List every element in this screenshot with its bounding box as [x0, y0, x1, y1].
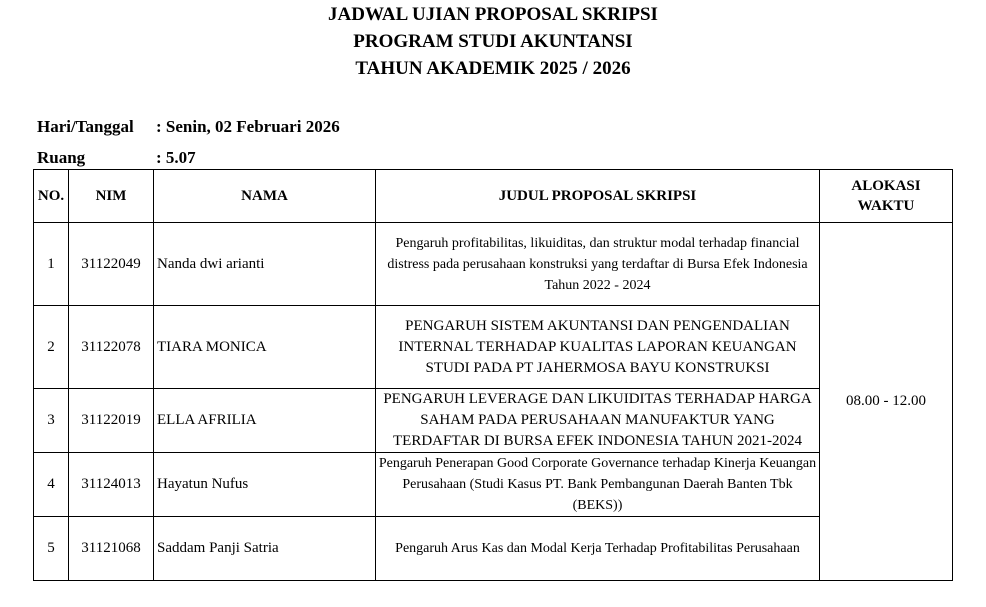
row-no: 3 [34, 389, 69, 453]
row-nim: 31122049 [69, 223, 154, 306]
header-no: NO. [34, 170, 69, 223]
room-info [37, 148, 196, 168]
date-value: : Senin, 02 Februari 2026 [156, 117, 340, 136]
table-header-row [34, 170, 953, 223]
row-judul: PENGARUH SISTEM AKUNTANSI DAN PENGENDALIAN INTERNAL TERHADAP KUALITAS LAPORAN KEUANGAN STUDI PADA PT JAHERMOSA BAYU KONSTRUKSI [376, 306, 820, 389]
row-no: 5 [34, 517, 69, 581]
date-info [37, 117, 340, 137]
row-nama: Nanda dwi arianti [154, 223, 376, 306]
row-nama: Saddam Panji Satria [154, 517, 376, 581]
row-nama: ELLA AFRILIA [154, 389, 376, 453]
row-no: 1 [34, 223, 69, 306]
document-title: JADWAL UJIAN PROPOSAL SKRIPSI [328, 4, 658, 25]
alokasi-waktu-cell: 08.00 - 12.00 [820, 223, 953, 581]
row-nama: TIARA MONICA [154, 306, 376, 389]
row-judul: Pengaruh Penerapan Good Corporate Governance terhadap Kinerja Keuangan Perusahaan (Studi Kasus PT. Bank Pembangunan Daerah Banten Tbk (BEKS)) [376, 453, 820, 517]
row-nim: 31121068 [69, 517, 154, 581]
row-nim: 31122078 [69, 306, 154, 389]
table-row [34, 306, 953, 389]
academic-year-title: TAHUN AKADEMIK 2025 / 2026 [355, 58, 631, 79]
row-judul: Pengaruh Arus Kas dan Modal Kerja Terhadap Profitabilitas Perusahaan [376, 517, 820, 581]
date-label: Hari/Tanggal [37, 117, 134, 136]
row-nim: 31122019 [69, 389, 154, 453]
row-judul: Pengaruh profitabilitas, likuiditas, dan struktur modal terhadap financial distress pada perusahaan konstruksi yang terdaftar di Bursa Efek Indonesia Tahun 2022 - 2024 [376, 223, 820, 306]
room-label: Ruang [37, 148, 86, 167]
header-nim: NIM [69, 170, 154, 223]
table-row [34, 223, 953, 306]
header-alokasi: ALOKASI WAKTU [820, 170, 953, 223]
row-judul: PENGARUH LEVERAGE DAN LIKUIDITAS TERHADAP HARGA SAHAM PADA PERUSAHAAN MANUFAKTUR YANG TERDAFTAR DI BURSA EFEK INDONESIA TAHUN 2021-2024 [376, 389, 820, 453]
row-no: 2 [34, 306, 69, 389]
table-row [34, 389, 953, 453]
row-no: 4 [34, 453, 69, 517]
room-value: : 5.07 [156, 148, 196, 167]
header-nama: NAMA [154, 170, 376, 223]
row-nim: 31124013 [69, 453, 154, 517]
table-row [34, 453, 953, 517]
header-judul: JUDUL PROPOSAL SKRIPSI [376, 170, 820, 223]
table-row [34, 517, 953, 581]
schedule-table [33, 169, 953, 581]
program-title: PROGRAM STUDI AKUNTANSI [353, 31, 633, 52]
row-nama: Hayatun Nufus [154, 453, 376, 517]
